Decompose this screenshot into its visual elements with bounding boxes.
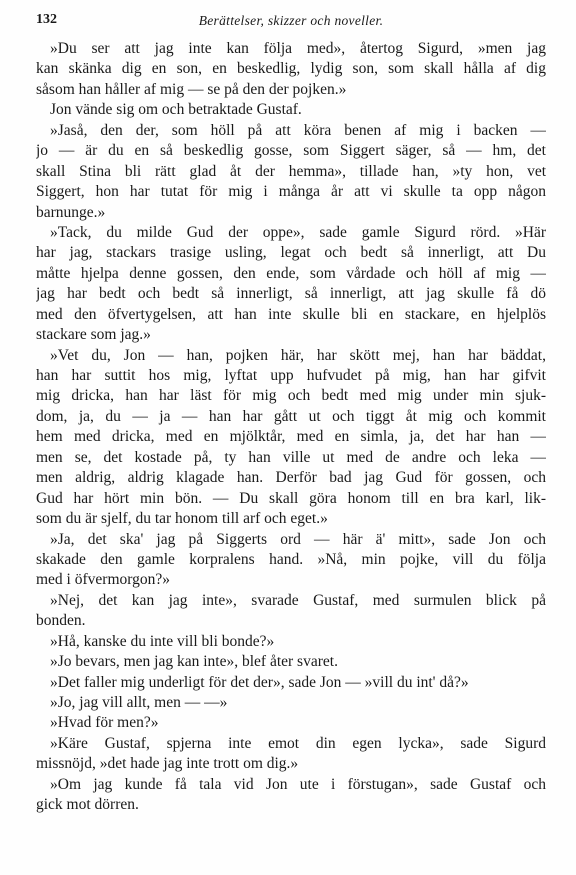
text-line: »Det faller mig underligt för det der», sade Jon — »vill du int' då?» xyxy=(50,673,469,691)
text-line: »Tack, du milde Gud der oppe», sade gamle Sigurd rörd. »Här xyxy=(50,223,546,241)
text-line: skall Stina bli rätt glad åt der hemma», tillade han, »ty hon, vet xyxy=(36,162,546,180)
text-line: »Käre Gustaf, spjerna inte emot din egen lycka», sade Sigurd xyxy=(50,734,546,752)
running-title: Berättelser, skizzer och noveller. xyxy=(198,13,384,28)
text-line: med den öfvertygelsen, att han inte skulle bli en stackare, en hjelplös xyxy=(36,305,546,323)
text-line: »Jaså, den der, som höll på att köra benen af mig i backen — xyxy=(50,121,546,139)
text-line: »Om jag kunde få tala vid Jon ute i förstugan», sade Gustaf och xyxy=(50,775,546,793)
text-line: stackare som jag.» xyxy=(36,326,151,344)
text-line: barnunge.» xyxy=(36,203,106,221)
text-line: Siggert, hon har tutat för mig i många år att vi skulle ta opp någon xyxy=(36,183,546,201)
text-line: hem med dricka, med en mjölktår, med en simla, ja, det har han — xyxy=(36,428,546,446)
text-line: »Hvad för men?» xyxy=(50,714,159,732)
text-line: »Ja, det ska' jag på Siggerts ord — här ä' mitt», sade Jon och xyxy=(50,530,546,548)
text-line: missnöjd, »det hade jag inte trott om dig.» xyxy=(36,755,299,773)
text-line: »Hå, kanske du inte vill bli bonde?» xyxy=(50,632,275,650)
text-line: »Vet du, Jon — han, pojken här, har skött mej, han har bäddat, xyxy=(50,346,546,364)
text-line: »Jo, jag vill allt, men — —» xyxy=(50,694,228,711)
body-text xyxy=(36,39,546,816)
text-line: dom, ja, du — ja — han har gått ut och tiggt åt mig och kommit xyxy=(36,407,546,425)
text-line: jag har bedt och bedt så innerligt, så innerligt, att jag skulle få dö xyxy=(36,285,546,303)
text-line: Jon vände sig om och betraktade Gustaf. xyxy=(50,101,302,119)
text-line: måtte hjelpa denne gossen, den ende, som vårdade och höll af mig — xyxy=(36,264,546,282)
text-line: men se, det kostade på, ty han ville ut med de andre och leka — xyxy=(36,448,546,466)
text-line: kan skänka dig en son, en beskedlig, lydig son, som skall hålla af dig xyxy=(36,60,546,78)
text-line: gick mot dörren. xyxy=(36,796,139,814)
text-line: skakade den gamle korpralens hand. »Nå, min pojke, vill du följa xyxy=(36,550,546,568)
text-line: såsom han håller af mig — se på den der pojken.» xyxy=(36,80,347,98)
page-header xyxy=(36,12,546,30)
text-line: men aldrig, aldrig klagade han. Derför bad jag Gud för gossen, och xyxy=(36,469,546,487)
text-line: »Jo bevars, men jag kan inte», blef åter svaret. xyxy=(50,653,338,671)
text-line: »Nej, det kan jag inte», svarade Gustaf, med surmulen blick på xyxy=(50,591,546,609)
text-line: Gud har hört min bön. — Du skall göra honom till en bra karl, lik- xyxy=(36,489,546,507)
text-line: han har suttit hos mig, lyftat upp hufvudet på mig, han har gifvit xyxy=(36,367,546,384)
page-number: 132 xyxy=(36,12,57,27)
text-line: jo — är du en så beskedlig gosse, som Siggert säger, så — hm, det xyxy=(36,142,546,160)
text-line: har jag, stackars trasige usling, legat och bedt så innerligt, att Du xyxy=(36,244,546,262)
text-line: mig dricka, han har läst för mig och bedt med mig under min sjuk- xyxy=(36,387,546,405)
text-line: »Du ser att jag inte kan följa med», återtog Sigurd, »men jag xyxy=(50,40,546,57)
text-line: med i öfvermorgon?» xyxy=(36,571,171,589)
text-line: som du är sjelf, du tar honom till arf och eget.» xyxy=(36,510,328,528)
text-line: bonden. xyxy=(36,612,86,630)
